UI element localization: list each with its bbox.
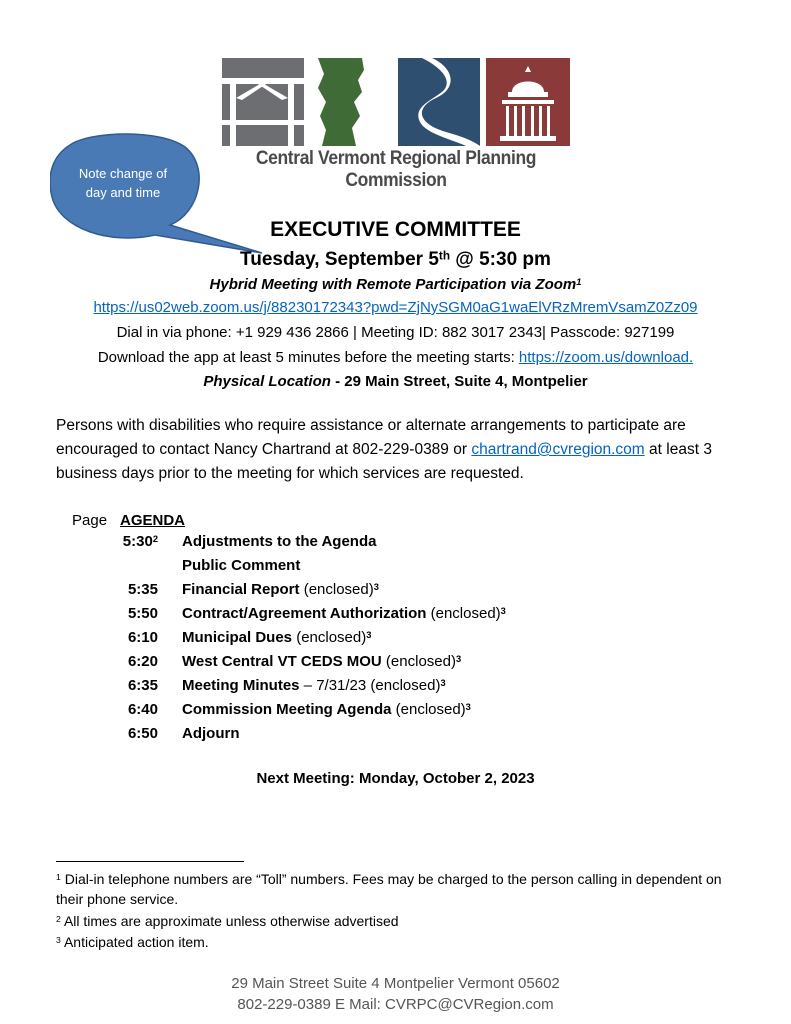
agenda-item-title: West Central VT CEDS MOU (enclosed)$^3$ bbox=[182, 653, 462, 670]
agenda-item bbox=[100, 701, 660, 725]
agenda-item bbox=[100, 725, 660, 749]
footer-address: 29 Main Street Suite 4 Montpelier Vermont 05602 bbox=[231, 975, 560, 992]
footnote-divider bbox=[56, 861, 244, 862]
agenda-time: 6:10 bbox=[127, 629, 158, 646]
meeting-date: Tuesday, September 5th @ 5:30 pm bbox=[240, 249, 551, 270]
agenda-item-title: Adjustments to the Agenda bbox=[182, 533, 377, 550]
zoom-meeting-link[interactable]: https://us02web.zoom.us/j/88230172343?pwd=ZjNySGM0aG1waElVRzMremVsamZ0Zz09 bbox=[93, 299, 698, 316]
agenda-item-title: Adjourn bbox=[182, 725, 240, 742]
agenda-item bbox=[100, 557, 660, 581]
agenda-time: 5:50 bbox=[127, 605, 158, 622]
agenda-item-title: Municipal Dues (enclosed)$^3$ bbox=[182, 629, 372, 646]
download-line: Download the app at least 5 minutes before the meeting starts: https://zoom.us/download. bbox=[97, 349, 694, 366]
footnote: $^2$ All times are approximate unless otherwise advertised bbox=[56, 913, 399, 929]
committee-title: EXECUTIVE COMMITTEE bbox=[270, 218, 521, 241]
agenda-time: $5:30^2$ bbox=[122, 533, 158, 550]
next-meeting: Next Meeting: Monday, October 2, 2023 bbox=[256, 770, 535, 787]
capitol-panel bbox=[486, 58, 570, 146]
zoom-download-link[interactable]: https://zoom.us/download. bbox=[518, 349, 694, 366]
footnote: $^3$ Anticipated action item. bbox=[56, 934, 209, 950]
agenda-item bbox=[100, 581, 660, 605]
agenda-item-title: Public Comment bbox=[182, 557, 301, 574]
agenda-time: 6:50 bbox=[127, 725, 158, 742]
agenda-item bbox=[100, 677, 660, 701]
agenda-item bbox=[100, 653, 660, 677]
zoom-link-line bbox=[0, 299, 791, 316]
agenda-time: 6:20 bbox=[127, 653, 158, 670]
agenda-item bbox=[100, 533, 660, 557]
footnote: $^1$ Dial-in telephone numbers are “Toll” numbers. Fees may be charged to the person calling in dependent on their phone service. bbox=[56, 871, 722, 907]
agenda-heading: AGENDA bbox=[120, 512, 186, 529]
contact-email-link[interactable]: chartrand@cvregion.com bbox=[471, 441, 645, 458]
agenda-item-title: Meeting Minutes – 7/31/23 (enclosed)$^3$ bbox=[182, 677, 446, 694]
dial-in-line: Dial in via phone: +1 929 436 2866 | Meeting ID: 882 3017 2343| Passcode: 927199 bbox=[116, 324, 675, 341]
accessibility-notice: Persons with disabilities who require assistance or alternate arrangements to participate are encouraged to contact Nancy Chartrand at 802-229-0389 or chartrand@cvregion.com at least 3 business days prior to the meeting for which services are requested. bbox=[56, 417, 712, 482]
physical-location: Physical Location - 29 Main Street, Suite 4, Montpelier bbox=[203, 373, 588, 390]
river-panel bbox=[398, 58, 480, 146]
cvrpc-logo bbox=[222, 58, 570, 148]
agenda-item-title: Financial Report (enclosed)$^3$ bbox=[182, 581, 379, 598]
callout-text: Note change of day and time bbox=[78, 166, 168, 200]
agenda-item-title: Contract/Agreement Authorization (enclosed)$^3$ bbox=[182, 605, 506, 622]
agenda-item bbox=[100, 605, 660, 629]
hybrid-meeting-line: Hybrid Meeting with Remote Participation via Zoom$^1$ bbox=[209, 276, 582, 293]
vermont-panel bbox=[310, 58, 392, 146]
agenda-item-title: Commission Meeting Agenda (enclosed)$^3$ bbox=[182, 701, 471, 718]
agenda-time: 5:35 bbox=[127, 581, 158, 598]
org-name: Central Vermont Regional Planning Commission bbox=[255, 148, 537, 191]
footer-contact: 802-229-0389 E Mail: CVRPC@CVRegion.com bbox=[237, 996, 554, 1013]
agenda-time: 6:40 bbox=[127, 701, 158, 718]
agenda-time: 6:35 bbox=[127, 677, 158, 694]
agenda-item bbox=[100, 629, 660, 653]
page-column-label: Page bbox=[72, 512, 108, 529]
